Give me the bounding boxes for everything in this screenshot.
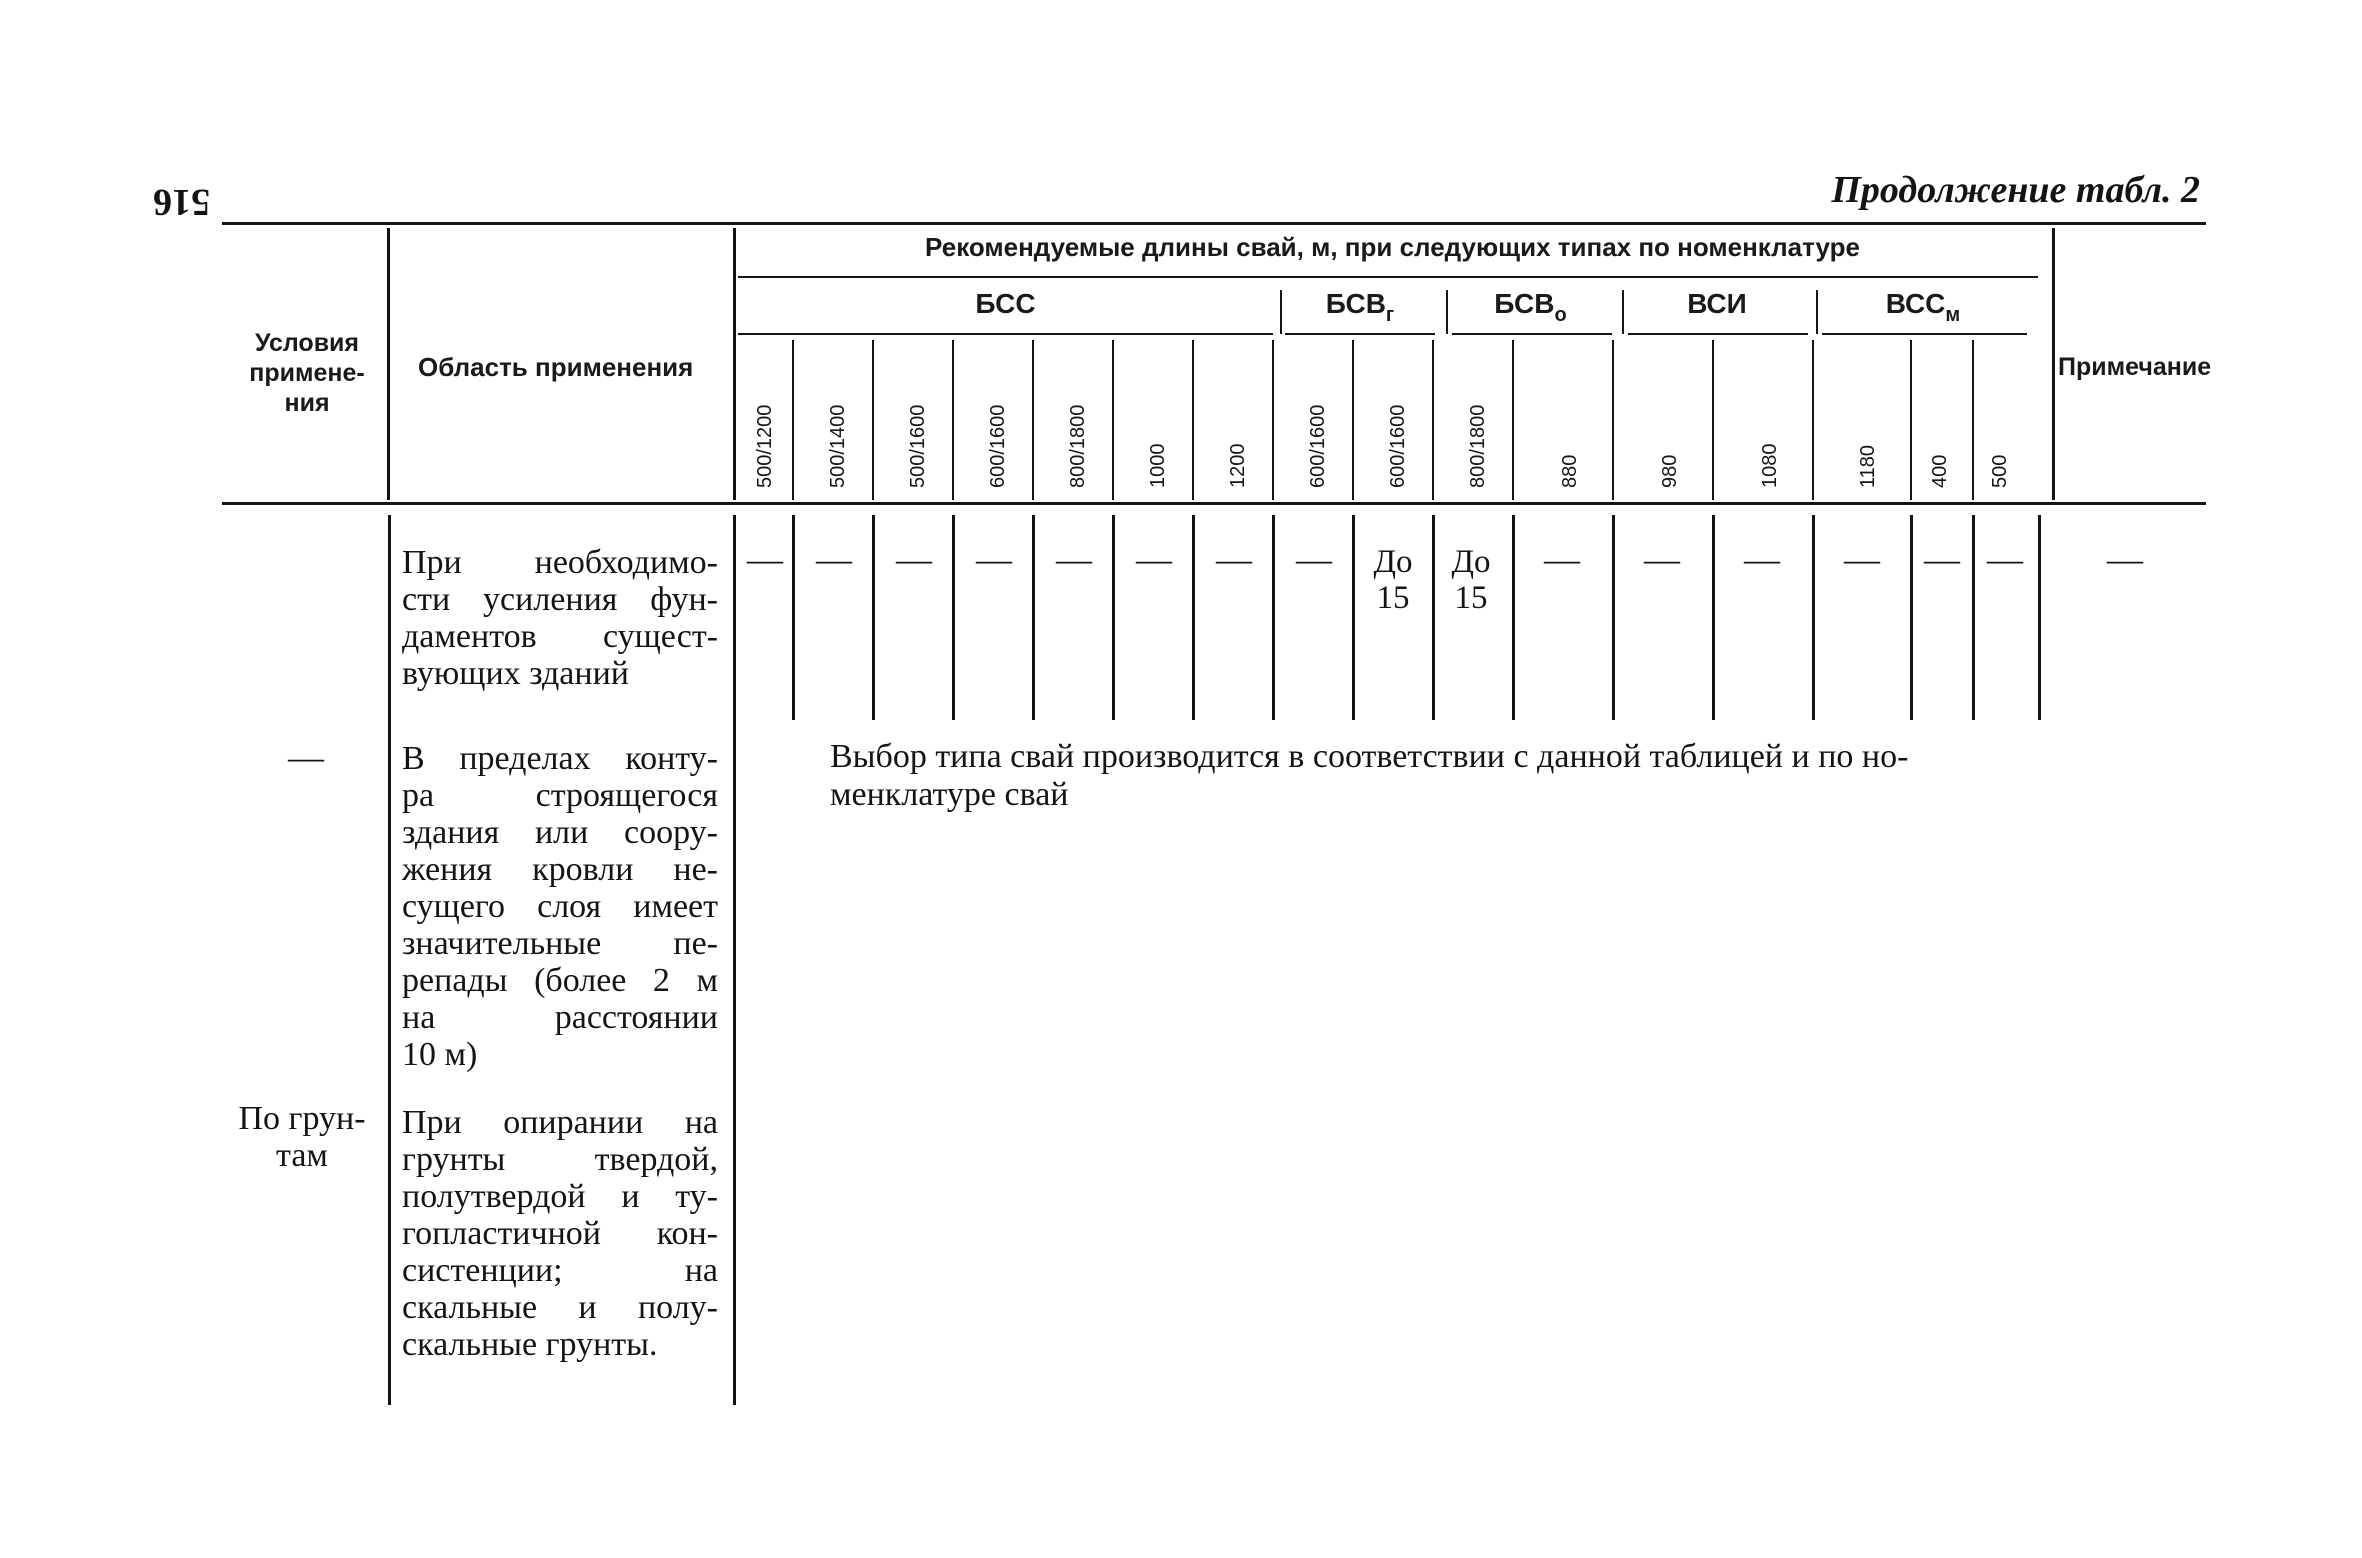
row1-value-9-top: До (1373, 544, 1413, 580)
row3-area-line-4: гопластичной кон- (402, 1215, 718, 1252)
group-underline-bsv-o (1452, 333, 1612, 335)
row1-value-7: — (1216, 539, 1252, 579)
row1-area-line-4: вующих зданий (402, 655, 629, 692)
subcol-label-11: 880 (1559, 454, 1581, 488)
subcol-divider-6 (1192, 340, 1194, 500)
row1-divider-12 (1712, 515, 1715, 720)
lengths-span-header: Рекомендуемые длины свай, м, при следующих типах по номенклатуре (925, 232, 1860, 262)
subcol-label-12: 980 (1659, 454, 1681, 488)
subcol-divider-5 (1112, 340, 1114, 500)
group-divider-2 (1446, 290, 1448, 334)
row2-area-line-1: В пределах конту- (402, 740, 718, 777)
subcol-label-7: 1200 (1227, 443, 1249, 488)
row1-divider-9 (1432, 515, 1435, 720)
row2-area-line-7: репады (более 2 м (402, 962, 718, 999)
row1-divider-6 (1192, 515, 1195, 720)
group-bsv-o: $БСВ_о$ (1494, 288, 1567, 326)
row1-value-9 (1358, 544, 1428, 616)
span-underline (738, 276, 2038, 278)
subcol-divider-9 (1432, 340, 1434, 500)
divider-note (2052, 228, 2055, 500)
subcol-divider-8 (1352, 340, 1354, 500)
subcol-divider-7 (1272, 340, 1274, 500)
row1-divider-3 (952, 515, 955, 720)
row2-area-line-4: жения кровли не- (402, 851, 718, 888)
row1-value-4: — (976, 539, 1012, 579)
row1-divider-8 (1352, 515, 1355, 720)
subcol-label-14: 1180 (1857, 444, 1879, 488)
group-underline-bsv-g (1285, 333, 1435, 335)
group-divider-4 (1816, 290, 1818, 334)
row3-area (402, 1104, 718, 1363)
row1-value-12: — (1644, 539, 1680, 579)
row2-merged-note-line-2: менклатуре свай (830, 776, 1069, 813)
divider-conditions (387, 228, 390, 500)
row1-value-6: — (1136, 539, 1172, 579)
row1-value-16: — (1987, 539, 2023, 579)
row1-divider-13 (1812, 515, 1815, 720)
subcol-label-15: 400 (1929, 454, 1951, 488)
row2-area-line-6: значительные пе- (402, 925, 718, 962)
row3-area-line-5: систенции; на (402, 1252, 718, 1289)
subcol-label-2: 500/1400 (827, 404, 849, 488)
row1-divider-5 (1112, 515, 1115, 720)
continuation-title: Продолжение табл. 2 (1831, 169, 2200, 211)
row1-area-line-3: даментов сущест- (402, 618, 718, 655)
row2-merged-note (830, 738, 2110, 814)
group-divider-1 (1280, 290, 1282, 334)
subcol-divider-1 (792, 340, 794, 500)
row1-value-9-bottom: 15 (1376, 580, 1410, 616)
row1-value-14: — (1844, 539, 1880, 579)
row1-value-13: — (1744, 539, 1780, 579)
row1-value-3: — (896, 539, 932, 579)
row1-area (402, 544, 718, 692)
row3-area-line-6: скальные и полу- (402, 1289, 718, 1326)
row1-divider-10 (1512, 515, 1515, 720)
subcol-divider-14 (1910, 340, 1912, 500)
group-underline-bss (738, 333, 1273, 335)
row1-value-10-bottom: 15 (1454, 580, 1488, 616)
row1-divider-7 (1272, 515, 1275, 720)
header-area: Область применения (418, 352, 694, 382)
row1-divider-4 (1032, 515, 1035, 720)
subcol-divider-12 (1712, 340, 1714, 500)
subcol-label-3: 500/1600 (907, 404, 929, 488)
header-bottom-rule (222, 502, 2206, 505)
row1-value-8: — (1296, 539, 1332, 579)
group-underline-vsi (1628, 333, 1808, 335)
subcol-divider-10 (1512, 340, 1514, 500)
group-divider-3 (1622, 290, 1624, 334)
row3-area-line-2: грунты твердой, (402, 1141, 718, 1178)
row1-value-5: — (1056, 539, 1092, 579)
row2-condition: — (288, 737, 324, 777)
subcol-label-4: 600/1600 (987, 404, 1009, 488)
subcol-label-13: 1080 (1759, 443, 1781, 488)
body-divider-conditions (388, 515, 391, 1405)
subcol-label-5: 800/1800 (1067, 404, 1089, 488)
table-top-rule (222, 222, 2206, 225)
row1-value-2: — (816, 539, 852, 579)
row3-condition-line-2: там (276, 1137, 328, 1174)
row1-area-line-2: сти усиления фун- (402, 581, 718, 618)
row3-condition (222, 1100, 382, 1174)
subcol-label-10: 800/1800 (1467, 404, 1489, 488)
subcol-divider-13 (1812, 340, 1814, 500)
row2-area-line-5: сущего слоя имеет (402, 888, 718, 925)
divider-area (733, 228, 736, 500)
subcol-label-1: 500/1200 (754, 404, 776, 488)
row1-divider-16 (2038, 515, 2041, 720)
subcol-label-16: 500 (1989, 454, 2011, 488)
subcol-divider-11 (1612, 340, 1614, 500)
group-vss-m: $ВСС_м$ (1885, 288, 1961, 326)
subcol-divider-3 (952, 340, 954, 500)
row1-value-10-top: До (1451, 544, 1491, 580)
row3-condition-line-1: По грун- (238, 1100, 366, 1137)
page-number: 516 (153, 181, 210, 223)
header-conditions-line-3: ния (284, 389, 330, 417)
row2-area-line-3: здания или соору- (402, 814, 718, 851)
header-conditions-line-1: Условия (254, 329, 360, 357)
row1-value-10 (1436, 544, 1506, 616)
subcol-label-9: 600/1600 (1387, 404, 1409, 488)
subcol-divider-4 (1032, 340, 1034, 500)
row1-value-1: — (747, 539, 783, 579)
group-bsv-g: $БСВ_г$ (1325, 288, 1395, 326)
row1-area-line-1: При необходимо- (402, 544, 718, 581)
subcol-label-6: 1000 (1147, 443, 1169, 488)
header-note: Примечание (2058, 353, 2212, 381)
subcol-divider-15 (1972, 340, 1974, 500)
row1-divider-2 (872, 515, 875, 720)
row3-area-line-1: При опирании на (402, 1104, 718, 1141)
row2-area-line-9: 10 м) (402, 1036, 478, 1073)
row1-note: — (2107, 539, 2143, 579)
subcol-divider-2 (872, 340, 874, 500)
body-divider-area (733, 515, 736, 1405)
row1-value-11: — (1544, 539, 1580, 579)
group-vsi: ВСИ (1687, 288, 1747, 319)
group-underline-vss-m (1822, 333, 2027, 335)
row3-area-line-7: скальные грунты. (402, 1326, 658, 1363)
row2-area (402, 740, 718, 1073)
header-conditions (232, 328, 382, 418)
row2-area-line-2: ра строящегося (402, 777, 718, 814)
subcol-label-8: 600/1600 (1307, 404, 1329, 488)
row2-area-line-8: на расстоянии (402, 999, 718, 1036)
row3-area-line-3: полутвердой и ту- (402, 1178, 718, 1215)
row1-value-15: — (1924, 539, 1960, 579)
group-bss: БСС (975, 288, 1036, 319)
header-conditions-line-2: примене- (249, 359, 365, 387)
row1-divider-11 (1612, 515, 1615, 720)
row2-merged-note-line-1: Выбор типа свай производится в соответствии с данной таблицей и по но- (830, 738, 1909, 775)
